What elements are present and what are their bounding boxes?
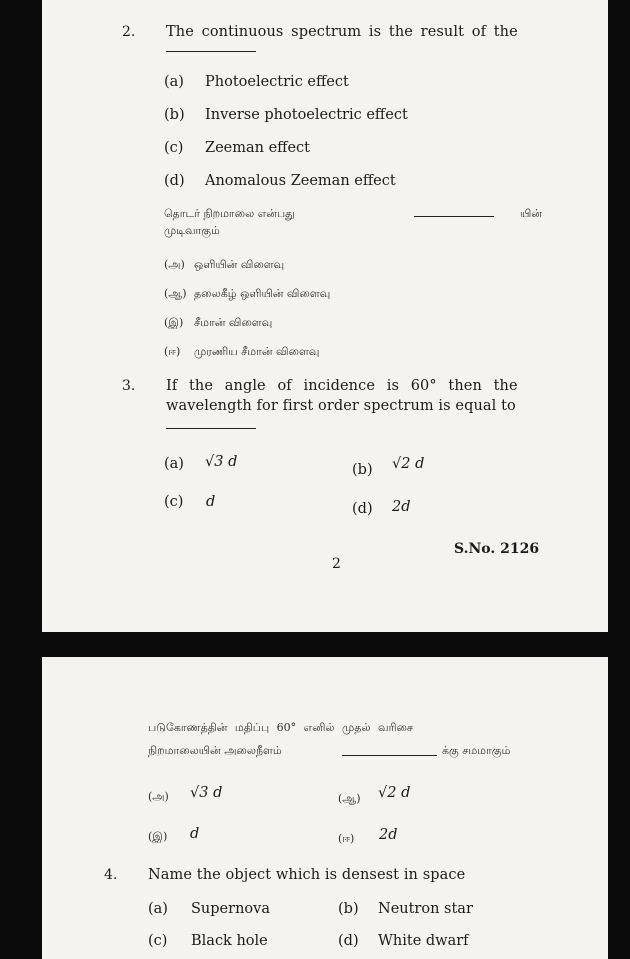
option-label: (c) <box>148 933 168 949</box>
tamil-option-label: (ஈ) <box>338 832 355 845</box>
option-text: Inverse photoelectric effect <box>205 107 408 123</box>
option-label: (b) <box>338 901 359 917</box>
option-label: (d) <box>352 501 373 517</box>
option-math: √2 d <box>392 456 425 472</box>
radicand: 3 <box>214 454 224 470</box>
answer-blank <box>414 216 494 217</box>
serial-number: S.No. 2126 <box>454 541 540 557</box>
radicand: 2 <box>401 456 411 472</box>
page-number: 2 <box>332 556 341 572</box>
option-math: d <box>190 826 200 842</box>
option-label: (d) <box>164 173 185 189</box>
radicand: 2 <box>387 785 397 801</box>
tamil-option-label: (அ) <box>164 258 185 271</box>
question-text: If the angle of incidence is 60° then the <box>166 378 518 394</box>
option-text: Supernova <box>191 901 270 917</box>
tamil-option-text: சீமான் விளைவு <box>194 316 273 329</box>
option-math: 2d <box>379 827 398 843</box>
tamil-option-label: (இ) <box>148 830 168 843</box>
variable: d <box>213 785 223 801</box>
option-text: Black hole <box>191 933 268 949</box>
tamil-question-text: க்கு சமமாகும் <box>442 744 511 757</box>
tamil-option-label: (ஈ) <box>164 345 181 358</box>
option-text: Photoelectric effect <box>205 74 349 90</box>
answer-blank <box>342 755 437 756</box>
option-label: (b) <box>164 107 185 123</box>
question-text: Name the object which is densest in space <box>148 867 466 883</box>
option-label: (c) <box>164 140 184 156</box>
option-math: √2 d <box>378 785 411 801</box>
variable: d <box>228 454 238 470</box>
tamil-question-text: யின் <box>520 207 542 220</box>
tamil-option-label: (ஆ) <box>338 792 361 805</box>
option-label: (a) <box>148 901 168 917</box>
variable: d <box>415 456 425 472</box>
radicand: 3 <box>199 785 209 801</box>
option-text: Anomalous Zeeman effect <box>205 173 396 189</box>
exam-page-upper <box>42 0 608 632</box>
answer-blank <box>166 51 256 52</box>
option-text: White dwarf <box>378 933 469 949</box>
option-label: (d) <box>338 933 359 949</box>
option-text: Zeeman effect <box>205 140 310 156</box>
tamil-option-text: முரணிய சீமான் விளைவு <box>194 345 320 358</box>
tamil-option-label: (அ) <box>148 790 169 803</box>
answer-blank <box>166 428 256 429</box>
question-text: The continuous spectrum is the result of the <box>166 24 518 40</box>
option-label: (b) <box>352 462 373 478</box>
tamil-option-text: ஒளியின் விளைவு <box>194 258 285 271</box>
option-label: (a) <box>164 456 184 472</box>
question-number: 4. <box>104 867 118 883</box>
tamil-option-text: தலைகீழ் ஒளியின் விளைவு <box>194 287 331 300</box>
question-number: 3. <box>122 378 136 394</box>
tamil-option-label: (ஆ) <box>164 287 187 300</box>
option-text: Neutron star <box>378 901 473 917</box>
variable: d <box>401 785 411 801</box>
tamil-question-text: தொடர் நிறமாலை என்பது <box>164 207 295 220</box>
option-math: √3 d <box>190 785 223 801</box>
option-label: (c) <box>164 494 184 510</box>
option-label: (a) <box>164 74 184 90</box>
tamil-question-text: படுகோணத்தின் மதிப்பு 60° எனில் முதல் வரிசை <box>148 721 413 734</box>
question-text: wavelength for first order spectrum is equal to <box>166 398 516 414</box>
exam-page-lower <box>42 657 608 959</box>
option-math: d <box>206 494 216 510</box>
tamil-option-label: (இ) <box>164 316 184 329</box>
option-math: √3 d <box>205 454 238 470</box>
option-math: 2d <box>392 499 411 515</box>
tamil-question-text: நிறமாலையின் அலைநீளம் <box>148 744 282 757</box>
tamil-question-text: முடிவாகும் <box>164 224 220 237</box>
question-number: 2. <box>122 24 136 40</box>
